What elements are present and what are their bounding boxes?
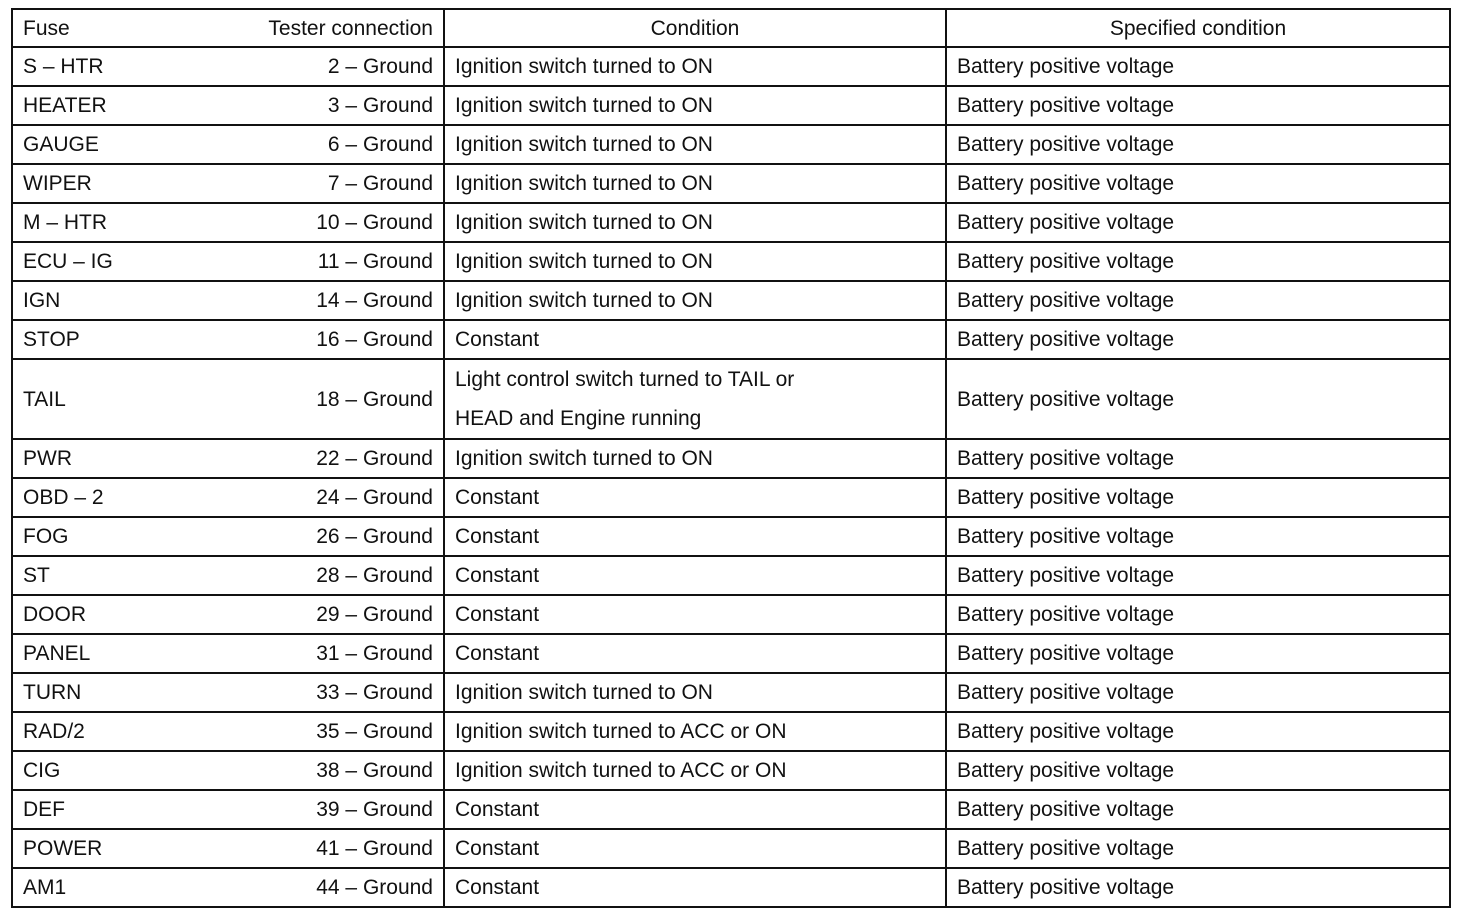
header-fuse: Fuse (12, 9, 202, 47)
tester-connection-cell: 16 – Ground (202, 320, 444, 359)
specified-condition-cell: Battery positive voltage (946, 556, 1450, 595)
specified-condition-cell: Battery positive voltage (946, 320, 1450, 359)
tester-connection-cell: 7 – Ground (202, 164, 444, 203)
condition-cell: Ignition switch turned to ON (444, 281, 946, 320)
fuse-inspection-sheet (11, 8, 1459, 908)
tester-connection-cell: 6 – Ground (202, 125, 444, 164)
specified-condition-cell: Battery positive voltage (946, 125, 1450, 164)
fuse-cell: M – HTR (12, 203, 202, 242)
specified-condition-cell: Battery positive voltage (946, 517, 1450, 556)
tester-connection-cell: 39 – Ground (202, 790, 444, 829)
condition-cell: Ignition switch turned to ON (444, 164, 946, 203)
tester-connection-cell: 41 – Ground (202, 829, 444, 868)
table-row (12, 712, 1450, 751)
table-header-row (12, 9, 1450, 47)
fuse-cell: DOOR (12, 595, 202, 634)
condition-cell: Ignition switch turned to ON (444, 439, 946, 478)
tester-connection-cell: 3 – Ground (202, 86, 444, 125)
condition-text: Light control switch turned to TAIL or HEAD and Engine running (455, 368, 795, 430)
table-row (12, 281, 1450, 320)
condition-cell: Ignition switch turned to ON (444, 673, 946, 712)
fuse-cell: S – HTR (12, 47, 202, 86)
tester-connection-cell: 26 – Ground (202, 517, 444, 556)
table-row (12, 320, 1450, 359)
tester-connection-cell: 11 – Ground (202, 242, 444, 281)
specified-condition-cell: Battery positive voltage (946, 790, 1450, 829)
fuse-cell: PWR (12, 439, 202, 478)
table-row (12, 556, 1450, 595)
condition-cell: Ignition switch turned to ON (444, 86, 946, 125)
condition-cell (444, 359, 946, 439)
condition-cell: Constant (444, 517, 946, 556)
table-row (12, 359, 1450, 439)
specified-condition-cell: Battery positive voltage (946, 634, 1450, 673)
specified-condition-cell: Battery positive voltage (946, 712, 1450, 751)
fuse-cell: STOP (12, 320, 202, 359)
fuse-cell: TAIL (12, 359, 202, 439)
fuse-voltage-table (11, 8, 1451, 908)
table-row (12, 517, 1450, 556)
specified-condition-cell: Battery positive voltage (946, 751, 1450, 790)
specified-condition-cell: Battery positive voltage (946, 829, 1450, 868)
condition-cell: Constant (444, 829, 946, 868)
fuse-cell: ECU – IG (12, 242, 202, 281)
condition-cell: Constant (444, 634, 946, 673)
table-body (12, 47, 1450, 907)
fuse-cell: HEATER (12, 86, 202, 125)
tester-connection-cell: 24 – Ground (202, 478, 444, 517)
specified-condition-cell: Battery positive voltage (946, 203, 1450, 242)
tester-connection-cell: 22 – Ground (202, 439, 444, 478)
condition-cell: Ignition switch turned to ON (444, 125, 946, 164)
specified-condition-cell: Battery positive voltage (946, 281, 1450, 320)
table-row (12, 829, 1450, 868)
tester-connection-cell: 2 – Ground (202, 47, 444, 86)
tester-connection-cell: 44 – Ground (202, 868, 444, 907)
fuse-cell: TURN (12, 673, 202, 712)
specified-condition-cell: Battery positive voltage (946, 595, 1450, 634)
fuse-cell: AM1 (12, 868, 202, 907)
tester-connection-cell: 33 – Ground (202, 673, 444, 712)
table-row (12, 439, 1450, 478)
table-row (12, 86, 1450, 125)
fuse-cell: GAUGE (12, 125, 202, 164)
condition-cell: Constant (444, 790, 946, 829)
tester-connection-cell: 18 – Ground (202, 359, 444, 439)
tester-connection-cell: 14 – Ground (202, 281, 444, 320)
tester-connection-cell: 38 – Ground (202, 751, 444, 790)
header-tester-connection: Tester connection (202, 9, 444, 47)
specified-condition-cell: Battery positive voltage (946, 359, 1450, 439)
specified-condition-cell: Battery positive voltage (946, 439, 1450, 478)
fuse-cell: ST (12, 556, 202, 595)
fuse-cell: WIPER (12, 164, 202, 203)
table-row (12, 673, 1450, 712)
condition-cell: Constant (444, 868, 946, 907)
table-row (12, 751, 1450, 790)
tester-connection-cell: 28 – Ground (202, 556, 444, 595)
specified-condition-cell: Battery positive voltage (946, 47, 1450, 86)
fuse-cell: POWER (12, 829, 202, 868)
tester-connection-cell: 31 – Ground (202, 634, 444, 673)
table-row (12, 478, 1450, 517)
fuse-cell: PANEL (12, 634, 202, 673)
fuse-cell: CIG (12, 751, 202, 790)
fuse-cell: IGN (12, 281, 202, 320)
specified-condition-cell: Battery positive voltage (946, 242, 1450, 281)
table-row (12, 790, 1450, 829)
table-row (12, 868, 1450, 907)
table-row (12, 595, 1450, 634)
fuse-cell: DEF (12, 790, 202, 829)
table-row (12, 164, 1450, 203)
specified-condition-cell: Battery positive voltage (946, 164, 1450, 203)
specified-condition-cell: Battery positive voltage (946, 673, 1450, 712)
fuse-cell: OBD – 2 (12, 478, 202, 517)
condition-cell: Ignition switch turned to ON (444, 203, 946, 242)
condition-cell: Constant (444, 556, 946, 595)
table-row (12, 634, 1450, 673)
table-row (12, 125, 1450, 164)
header-condition: Condition (444, 9, 946, 47)
header-specified-condition: Specified condition (946, 9, 1450, 47)
specified-condition-cell: Battery positive voltage (946, 868, 1450, 907)
table-row (12, 242, 1450, 281)
fuse-cell: RAD/2 (12, 712, 202, 751)
condition-cell: Ignition switch turned to ON (444, 242, 946, 281)
tester-connection-cell: 35 – Ground (202, 712, 444, 751)
condition-cell: Ignition switch turned to ACC or ON (444, 751, 946, 790)
condition-cell: Constant (444, 478, 946, 517)
condition-cell: Constant (444, 320, 946, 359)
condition-cell: Ignition switch turned to ACC or ON (444, 712, 946, 751)
specified-condition-cell: Battery positive voltage (946, 86, 1450, 125)
specified-condition-cell: Battery positive voltage (946, 478, 1450, 517)
condition-cell: Constant (444, 595, 946, 634)
table-row (12, 203, 1450, 242)
fuse-cell: FOG (12, 517, 202, 556)
condition-cell: Ignition switch turned to ON (444, 47, 946, 86)
tester-connection-cell: 10 – Ground (202, 203, 444, 242)
table-row (12, 47, 1450, 86)
tester-connection-cell: 29 – Ground (202, 595, 444, 634)
